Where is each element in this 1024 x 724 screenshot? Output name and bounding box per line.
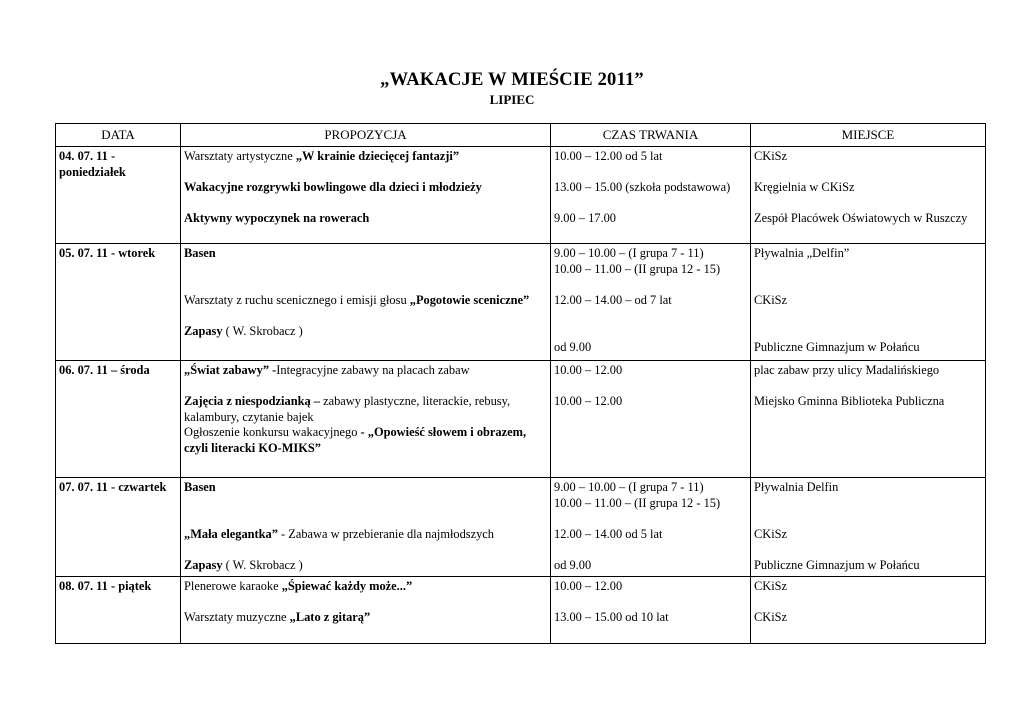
proposal-title: Wakacyjne rozgrywki bowlingowe dla dzieci i młodzieży (184, 180, 482, 195)
proposal-line (184, 558, 547, 574)
proposal-line (184, 527, 547, 543)
duration-cell (551, 147, 751, 244)
proposal-title: „Pogotowie sceniczne” (409, 292, 530, 307)
duration-text: 10.00 – 12.00 (554, 394, 623, 409)
proposal-line (184, 425, 547, 456)
proposal-text: Warsztaty artystyczne (184, 149, 296, 163)
proposal-title: Basen (184, 480, 216, 494)
proposal-title: - „Opowieść słowem i obrazem, czyli literacki KO-MIKS” (184, 425, 527, 455)
duration-cell (551, 244, 751, 361)
duration-text: 12.00 – 14.00 od 5 lat (554, 526, 663, 541)
proposal-title: „W krainie dziecięcej fantazji” (295, 149, 460, 163)
proposal-text: Warsztaty muzyczne (184, 610, 290, 625)
proposal-text: - Zabawa w przebieranie dla najmłodszych (277, 526, 495, 541)
location-cell (751, 478, 986, 577)
proposal-text: ( W. Skrobacz ) (222, 323, 303, 338)
duration-text: 10.00 – 12.00 (554, 363, 623, 377)
proposal-title: „Mała elegantka” (184, 526, 278, 541)
duration-text: 9.00 – 17.00 (554, 211, 616, 226)
table-header-row (56, 124, 986, 147)
proposal-text: Warsztaty z ruchu scenicznego i emisji głosu (184, 292, 410, 307)
table-row (56, 147, 986, 244)
proposal-cell (181, 361, 551, 478)
duration-cell (551, 361, 751, 478)
location-cell (751, 244, 986, 361)
proposal-title: „Świat zabawy” - (184, 363, 277, 377)
proposal-title: „Śpiewać każdy może...” (281, 579, 413, 593)
proposal-line (184, 394, 547, 425)
duration-text: 10.00 – 11.00 – (II grupa 12 - 15) (554, 261, 721, 276)
date-cell: 07. 07. 11 - czwartek (56, 478, 181, 577)
location-cell (751, 147, 986, 244)
proposal-text: Integracyjne zabawy na placach zabaw (276, 363, 470, 377)
duration-text: 10.00 – 11.00 – (II grupa 12 - 15) (554, 495, 721, 510)
proposal-title: Zajęcia z niespodzianką – (184, 394, 320, 409)
location-text: CKiSz (754, 579, 788, 593)
date-cell: 06. 07. 11 – środa (56, 361, 181, 478)
proposal-text: zabawy plastyczne, literackie, rebusy, kalambury, czytanie bajek (184, 394, 511, 424)
proposal-text: Plenerowe karaoke (184, 579, 282, 593)
table-row (56, 577, 986, 644)
column-header-miejsce: MIEJSCE (751, 124, 986, 147)
location-text: Kręgielnia w CKiSz (754, 180, 855, 195)
schedule-table (55, 123, 986, 644)
proposal-cell (181, 577, 551, 644)
proposal-cell (181, 478, 551, 577)
location-text: Pływalnia „Delfin” (754, 246, 850, 260)
proposal-title: Basen (184, 246, 216, 260)
duration-text: od 9.00 (554, 557, 592, 572)
column-header-data: DATA (56, 124, 181, 147)
date-cell: 05. 07. 11 - wtorek (56, 244, 181, 361)
document-title: „WAKACJE W MIEŚCIE 2011” (380, 70, 644, 90)
column-header-propozycja: PROPOZYCJA (181, 124, 551, 147)
table-row (56, 244, 986, 361)
duration-text: 10.00 – 12.00 (554, 579, 623, 593)
proposal-cell (181, 244, 551, 361)
duration-text: 13.00 – 15.00 od 10 lat (554, 610, 669, 625)
location-text: CKiSz (754, 526, 788, 541)
duration-text: 9.00 – 10.00 – (I grupa 7 - 11) (554, 246, 704, 260)
location-text: Pływalnia Delfin (754, 480, 839, 494)
location-cell (751, 361, 986, 478)
date-cell: 04. 07. 11 - poniedziałek (56, 147, 181, 244)
location-text: Publiczne Gimnazjum w Połańcu (754, 557, 920, 572)
proposal-text: ( W. Skrobacz ) (222, 557, 303, 572)
duration-cell (551, 478, 751, 577)
proposal-line (184, 324, 547, 340)
location-cell (751, 577, 986, 644)
table-row (56, 361, 986, 478)
proposal-text: Ogłoszenie konkursu wakacyjnego (184, 425, 361, 440)
proposal-line (184, 579, 547, 595)
proposal-cell (181, 147, 551, 244)
date-cell: 08. 07. 11 - piątek (56, 577, 181, 644)
proposal-line (184, 149, 547, 165)
proposal-line (184, 293, 547, 309)
duration-text: 9.00 – 10.00 – (I grupa 7 - 11) (554, 480, 704, 494)
column-header-czas-trwania: CZAS TRWANIA (551, 124, 751, 147)
location-text: Zespół Placówek Oświatowych w Ruszczy (754, 211, 968, 226)
duration-text: 13.00 – 15.00 (szkoła podstawowa) (554, 180, 731, 195)
table-row (56, 478, 986, 577)
location-text: Miejsko Gminna Biblioteka Publiczna (754, 394, 945, 409)
proposal-title: Zapasy (184, 323, 223, 338)
proposal-line (184, 363, 547, 379)
proposal-title: „Lato z gitarą” (289, 610, 371, 625)
location-text: CKiSz (754, 149, 788, 163)
location-text: CKiSz (754, 610, 788, 625)
location-text: Publiczne Gimnazjum w Połańcu (754, 339, 920, 354)
duration-text: od 9.00 (554, 339, 592, 354)
proposal-title: Zapasy (184, 557, 223, 572)
duration-text: 10.00 – 12.00 od 5 lat (554, 149, 663, 163)
duration-text: 12.00 – 14.00 – od 7 lat (554, 292, 672, 307)
proposal-title: Aktywny wypoczynek na rowerach (184, 211, 370, 226)
location-text: CKiSz (754, 292, 788, 307)
proposal-line (184, 610, 547, 626)
document-subtitle: LIPIEC (489, 92, 535, 107)
location-text: plac zabaw przy ulicy Madalińskiego (754, 363, 940, 377)
duration-cell (551, 577, 751, 644)
